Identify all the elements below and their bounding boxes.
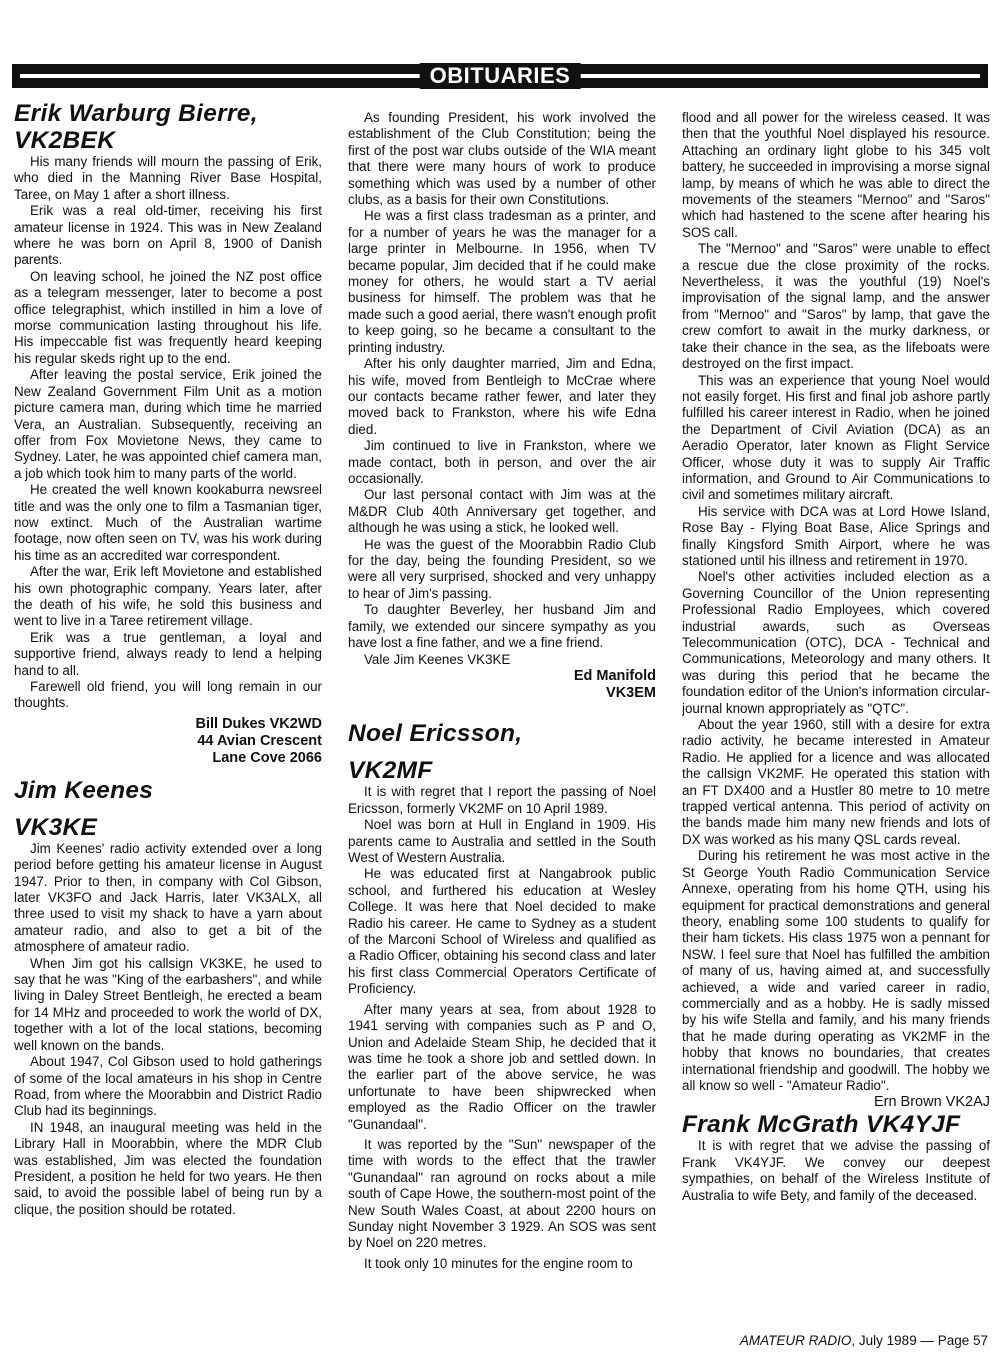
paragraph: He was the guest of the Moorabbin Radio Club for the day, being the founding President, so we were all very surprised, shocked and very unhappy to hear of Jim's passing. [348, 536, 656, 601]
paragraph: His many friends will mourn the passing of Erik, who died in the Manning River Base Hospital, Taree, on May 1 after a short illness. [14, 154, 322, 202]
paragraph: As founding President, his work involved the establishment of the Club Constitution; being the first of the post war clubs outside of the WIA meant that there were many hours of work to produce something which was used by a number of other clubs, as a basis for their own Constitutions. [348, 110, 656, 208]
paragraph: He was a first class tradesman as a printer, and for a number of years he was the manager for a large printer in Melbourne. In 1956, when TV became popular, Jim decided that if he could make money for others, he would start a TV aerial business for himself. The problem was that he made such a good aerial, there wasn't enough profit to keep going, so he became a consultant to the printing industry. [348, 208, 656, 355]
signature-address: 44 Avian Crescent [197, 732, 322, 749]
paragraph: On leaving school, he joined the NZ post office as a telegram messenger, later to become a post office telegraphist, which instilled in him a love of morse communication lasting throughout his life. His impeccable fist was frequently heard keeping his regular skeds right up to the end. [14, 268, 322, 366]
paragraph: Our last personal contact with Jim was at the M&DR Club 40th Anniversary get together, and although he was using a stick, he looked well. [348, 487, 656, 536]
paragraph: After his only daughter married, Jim and Edna, his wife, moved from Bentleigh to McCrae where our contacts became rather fewer, and later they moved back to Frankston, where his wife Edna died. [348, 356, 656, 437]
paragraph: His service with DCA was at Lord Howe Island, Rose Bay - Flying Boat Base, Alice Springs and finally Kingsford Smith Airport, where he was stationed until his illness and retirement in 1970. [682, 503, 990, 568]
paragraph: Erik was a real old-timer, receiving his first amateur license in 1924. This was in New Zealand where he was born on April 8, 1900 of Danish parents. [14, 203, 322, 268]
magazine-title: AMATEUR RADIO [739, 1333, 852, 1348]
obituary-heading-callsign: VK3KE [14, 813, 98, 841]
paragraph: After many years at sea, from about 1928 to 1941 serving with companies such as P and O, Union and Adelaide Steam Ship, he decided that it was time he took a shore job and settled down. In the earlier part of the above service, he was unfortunate to have been shipwrecked when employed as the Radio Officer on the trawler "Gunandaal". [348, 1001, 656, 1132]
paragraph: When Jim got his callsign VK3KE, he used to say that he was "King of the earbashers", and while living in Daley Street Bentleigh, he erected a beam for 14 MHz and proceeded to work the world of DX, together with a lot of the local stations, becoming well known on the bands. [14, 955, 322, 1053]
paragraph: He was educated first at Nangabrook public school, and furthered his education at Wesley College. It was here that Noel decided to make Radio his career. He came to Sydney as a student of the Marconi School of Wireless and qualified as a Radio Officer, obtaining his second class and later his first class Commercial Operators Certificate of Proficiency. [348, 866, 656, 997]
obituary-heading-callsign: VK2BEK [14, 127, 116, 154]
paragraph: Erik was a true gentleman, a loyal and supportive friend, always ready to lend a helping hand to all. [14, 629, 322, 678]
signature-callsign: VK3EM [606, 685, 656, 702]
signature-name: Bill Dukes VK2WD [195, 715, 322, 732]
paragraph: To daughter Beverley, her husband Jim and family, we extended our sincere sympathy as you have lost a fine father, and we a fine friend. [348, 602, 656, 650]
paragraph: After leaving the postal service, Erik joined the New Zealand Government Film Unit as a motion picture camera man, during which time he married Vera, an Australian. Subsequently, receiving an offer from Fox Movietone News, they came to Sydney. Later, he was appointed chief camera man, a job which took him to many parts of the world. [14, 367, 322, 481]
paragraph: Noel's other activities included election as a Governing Councillor of the Union representing Professional Radio Employees, which covered industrial awards, such as Overseas Telecommunication (OTC), DCA - Technical and Communications, Meteorology and many others. It was during this period that he became the foundation editor of the Union's information circular-journal known appropriately as "QTC". [682, 569, 990, 716]
obituary-heading-callsign: VK2MF [348, 757, 433, 785]
paragraph: Jim Keenes' radio activity extended over a long period before getting his amateur license in August 1947. Prior to then, in company with Col Gibson, later VK3FO and Jack Harris, later VK3ALX, all three used to visit my shack to have a yarn about amateur radio, and also to get a bit of the atmosphere of amateur radio. [14, 840, 322, 955]
issue-and-page: , July 1989 — Page 57 [851, 1333, 988, 1348]
paragraph: About 1947, Col Gibson used to hold gatherings of some of the local amateurs in his shop in Centre Road, from where the Moorabbin and District Radio Club had its beginnings. [14, 1054, 322, 1119]
signature-name: Ed Manifold [573, 668, 656, 685]
paragraph: After the war, Erik left Movietone and established his own photographic company. Years later, after the death of his wife, he sold this business and went to live in a Taree retirement village. [14, 564, 322, 629]
vale-line: Vale Jim Keenes VK3KE [364, 652, 511, 668]
paragraph: Farewell old friend, you will long remain in our thoughts. [14, 679, 322, 711]
page-footer [740, 1333, 988, 1348]
paragraph: He created the well known kookaburra newsreel title and was the only one to film a Tasmanian tiger, now extinct. Much of the Australian wartime footage, now often seen on TV, was his work during his time as an accredited war correspondent. [14, 482, 322, 563]
signature-suburb: Lane Cove 2066 [212, 749, 322, 766]
section-banner [12, 64, 988, 88]
obituary-heading-name: Erik Warburg Bierre, [14, 100, 258, 127]
paragraph: About the year 1960, still with a desire for extra radio activity, he became interested in Amateur Radio. He applied for a licence and was allocated the callsign VK2MF. He operated this station with an FT DX400 and a Hustler 80 metre to 10 metre trapped vertical antenna. This period of activity on the bands made him many new friends and lots of DX was worked as his many QSL cards reveal. [682, 717, 990, 847]
column-3 [682, 110, 990, 1330]
obituary-heading-name: Noel Ericsson, [348, 720, 523, 748]
paragraph: It was reported by the "Sun" newspaper of the time with words to the effect that the trawler "Gunandaal" ran aground on rocks about a mile south of Cape Howe, the southern-most point of the New South Wales Coast, at about 2200 hours on Sunday night November 3 1929. An SOS was sent by Noel on 220 metres. [348, 1136, 656, 1251]
banner-rule-right [574, 74, 980, 78]
paragraph-continued: flood and all power for the wireless ceased. It was then that the youthful Noel displayed his resource. Attaching an ordinary light globe to his 345 volt battery, he succeeded in improvising a morse signal lamp, by means of which he was able to direct the movements of the steamers "Mernoo" and "Saros" which had hastened to the scene after hearing his SOS call. [682, 110, 990, 240]
paragraph: Jim continued to live in Frankston, where we made contact, both in person, and over the air occasionally. [348, 438, 656, 486]
paragraph: Noel was born at Hull in England in 1909. His parents came to Australia and settled in the South West of Western Australia. [348, 817, 656, 866]
column-1 [14, 100, 322, 1320]
column-2 [348, 110, 656, 1330]
paragraph: It is with regret that we advise the passing of Frank VK4YJF. We convey our deepest sympathies, on behalf of the Wireless Institute of Australia to wife Bety, and family of the deceased. [682, 1138, 990, 1203]
banner-rule-left [20, 74, 426, 78]
paragraph: It took only 10 minutes for the engine room to [364, 1255, 633, 1271]
obituary-heading-name: Frank McGrath VK4YJF [682, 1111, 961, 1139]
paragraph: This was an experience that young Noel would not easily forget. His first and final job ashore partly fulfilled his career interest in Radio, when he joined the Department of Civil Aviation (DCA) as an Aeradio Operator, later known as Flight Service Officer, whose duty it was to supply Air Traffic information, and Ground to Air Communications to civil and sometimes military aircraft. [682, 372, 990, 503]
paragraph: During his retirement he was most active in the St George Youth Radio Communication Service Annexe, operating from his home QTH, using his equipment for practical demonstrations and general theory, enabling some 100 students to qualify for their ham tickets. His class 1975 won a pennant for NSW. I feel sure that Noel has fulfilled the ambition of many of us, having aimed at, and successfully achieved, a wide and varied career in radio, commercially and as a hobby. He is sadly missed by his wife Stella and family, and his many friends that he made during operating as VK2MF in the hobby that knows no boundaries, that creates international friendship and goodwill. The hobby we all know so well - "Amateur Radio". [682, 848, 990, 1093]
obituary-heading-name: Jim Keenes [14, 776, 154, 804]
signature-name: Ern Brown VK2AJ [873, 1094, 990, 1111]
paragraph: IN 1948, an inaugural meeting was held in the Library Hall in Moorabbin, where the MDR Club was established, Jim was elected the foundation President, a position he held for two years. He then said, to avoid the possible label of being run by a clique, the position should be rotated. [14, 1119, 322, 1217]
section-title: OBITUARIES [420, 63, 581, 89]
paragraph: It is with regret that I report the passing of Noel Ericsson, formerly VK2MF on 10 April 1989. [348, 784, 656, 816]
paragraph: The "Mernoo" and "Saros" were unable to effect a rescue due the close proximity of the rocks. Nevertheless, it was the youthful (19) Noel's improvisation of the signal lamp, and the answer from "Mernoo" and "Saros" by lamp, that gave the crew comfort to await in the murky darkness, or take their chance in the sea, as the lifeboats were destroyed on the first impact. [682, 241, 990, 372]
